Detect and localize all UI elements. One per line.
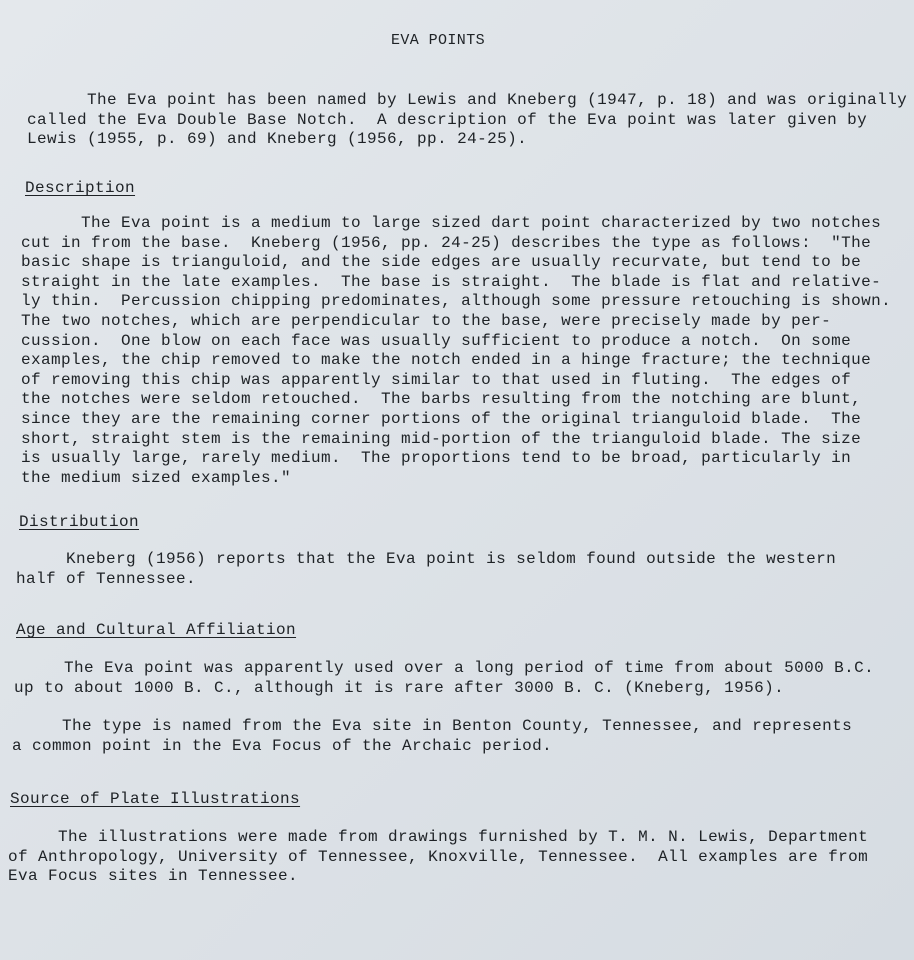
intro-paragraph bbox=[27, 91, 907, 150]
section-heading-age: Age and Cultural Affiliation bbox=[16, 621, 297, 639]
section-heading-description: Description bbox=[25, 179, 136, 197]
text-line: Eva Focus sites in Tennessee. bbox=[8, 867, 299, 886]
page-title: EVA POINTS bbox=[391, 32, 486, 49]
section-heading-distribution: Distribution bbox=[19, 513, 140, 531]
text-line: basic shape is trianguloid, and the side edges are usually recurvate, but tend to be bbox=[21, 253, 862, 272]
text-line: The type is named from the Eva site in Benton County, Tennessee, and represents bbox=[12, 717, 853, 735]
text-line: up to about 1000 B. C., although it is rare after 3000 B. C. (Kneberg, 1956). bbox=[14, 678, 785, 697]
text-line: The Eva point is a medium to large sized dart point characterized by two notches bbox=[21, 214, 882, 232]
text-line: ly thin. Percussion chipping predominates, although some pressure retouching is shown. bbox=[21, 292, 892, 311]
text-line: examples, the chip removed to make the notch ended in a hinge fracture; the technique bbox=[21, 351, 872, 370]
text-line: a common point in the Eva Focus of the Archaic period. bbox=[12, 736, 553, 755]
distribution-paragraph bbox=[16, 550, 836, 589]
description-paragraph bbox=[21, 214, 891, 488]
text-line: is usually large, rarely medium. The proportions tend to be broad, particularly in bbox=[21, 449, 852, 468]
text-line: Kneberg (1956) reports that the Eva point is seldom found outside the western bbox=[16, 550, 837, 568]
text-line: called the Eva Double Base Notch. A description of the Eva point was later given by bbox=[27, 110, 868, 129]
text-line: The Eva point was apparently used over a long period of time from about 5000 B.C. bbox=[14, 659, 875, 677]
text-line: straight in the late examples. The base is straight. The blade is flat and relative- bbox=[21, 272, 882, 291]
text-line: half of Tennessee. bbox=[16, 569, 197, 588]
text-line: cussion. One blow on each face was usually sufficient to produce a notch. On some bbox=[21, 331, 852, 350]
text-line: since they are the remaining corner portions of the original trianguloid blade. The bbox=[21, 409, 862, 428]
text-line: cut in from the base. Kneberg (1956, pp. 24-25) describes the type as follows: "The bbox=[21, 233, 872, 252]
age-paragraph-2 bbox=[12, 717, 852, 756]
text-line: of Anthropology, University of Tennessee, Knoxville, Tennessee. All examples are from bbox=[8, 847, 869, 866]
text-line: Lewis (1955, p. 69) and Kneberg (1956, pp. 24-25). bbox=[27, 130, 528, 149]
age-paragraph-1 bbox=[14, 659, 874, 698]
text-line: the notches were seldom retouched. The barbs resulting from the notching are blunt, bbox=[21, 390, 862, 409]
text-line: The illustrations were made from drawings furnished by T. M. N. Lewis, Department bbox=[8, 828, 869, 846]
source-paragraph bbox=[8, 828, 868, 887]
text-line: short, straight stem is the remaining mid-portion of the trianguloid blade. The size bbox=[21, 429, 862, 448]
text-line: of removing this chip was apparently similar to that used in fluting. The edges of bbox=[21, 370, 852, 389]
text-line: the medium sized examples." bbox=[21, 468, 292, 487]
text-line: The two notches, which are perpendicular to the base, were precisely made by per- bbox=[21, 311, 832, 330]
section-heading-source: Source of Plate Illustrations bbox=[10, 790, 301, 808]
text-line: The Eva point has been named by Lewis and Kneberg (1947, p. 18) and was originally bbox=[27, 91, 908, 109]
